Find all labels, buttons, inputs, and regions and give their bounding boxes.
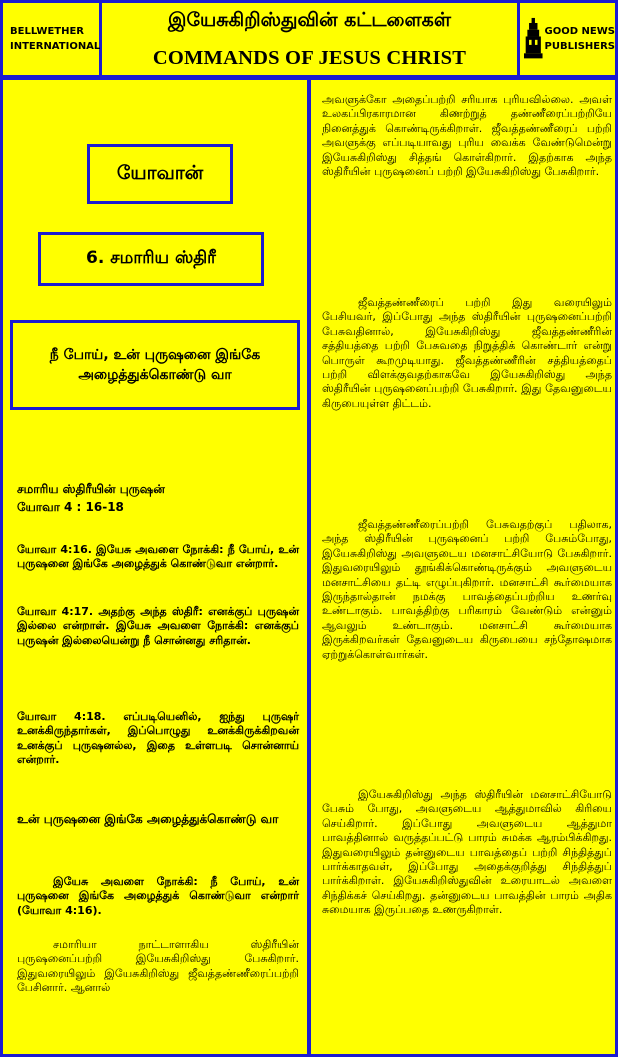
verse-4-16: யோவா 4:16. இயேசு அவளை நோக்கி: நீ போய், உன் புருஷனை இங்கே அழைத்துக் கொண்டுவா என்றார். xyxy=(17,543,299,571)
command-text: நீ போய், உன் புருஷனை இங்கே அழைத்துக்கொண்டு வா xyxy=(49,347,261,383)
bellwether-logo-line-1: BELLWETHER xyxy=(10,26,85,37)
verse-4-17: யோவா 4:17. அதற்கு அந்த ஸ்திரீ: எனக்குப் புருஷன் இல்லை என்றாள். இயேசு அவளை நோக்கி: எனக்குப் புருஷன் இல்லையென்று நீ சொன்னது சரிதான். xyxy=(17,605,299,647)
subheading: உன் புருஷனை இங்கே அழைத்துக்கொண்டு வா xyxy=(17,812,279,826)
command-box xyxy=(10,320,300,410)
right-paragraph-4: இயேசுகிறிஸ்து அந்த ஸ்திரீயின் மனசாட்சியோடு பேசும் போது, அவளுடைய ஆத்துமாவில் கிரியை செய்கிறார். இப்போது அவளுடைய ஆத்துமா பாவத்தினால் வருத்தப்பட்டு பாரம் சுமக்க ஆரம்பிக்கிறது. இதுவரையிலும் தன்னுடைய பாவத்தைப் பற்றி சிந்தித்துப் பார்க்காதவள், இப்போது அதைக்குறித்து சிந்தித்துப் பார்க்கிறாள். இயேசுகிறிஸ்துவின் உரையாடல் அவளை சிந்திக்கச் செய்கிறது. தன்னுடைய பாவத்தின் பாரம் அதிக சுமையாக இருப்பதை உணருகிறாள். xyxy=(322,788,612,917)
section-heading-2: யோவா 4 : 16-18 xyxy=(17,500,124,514)
good-news-logo-icon xyxy=(524,14,543,64)
verse-4-18: யோவா 4:18. எப்படியெனில், ஐந்து புருஷர் உனக்கிருந்தார்கள், இப்பொழுது உனக்கிருக்கிறவன் உனக்குப் புருஷனல்ல, இதை உள்ளபடி சொன்னாய் என்றார். xyxy=(17,710,299,767)
left-column xyxy=(3,80,307,1054)
right-paragraph-2: ஜீவத்தண்ணீரைப் பற்றி இது வரையிலும் பேசியவர், இப்போது அந்த ஸ்திரீயின் புருஷனைப்பற்றி பேசுவதினால், இயேசுகிறிஸ்து ஜீவத்தண்ணீரின் சத்தியத்தை பற்றி பேசுவதை நிறுத்திக் கொண்டார் என்று பொருள் கூறமுடியாது. ஜீவத்தண்ணீரின் சத்தியத்தைப் பற்றி விளக்குவதற்காகவே இயேசுகிறிஸ்து அந்த ஸ்திரீயின் புருஷனைப்பற்றி பேசுகிறார். இது தேவனுடைய கிருபையுள்ள திட்டம். xyxy=(322,296,612,410)
section-heading-1: சமாரிய ஸ்திரீயின் புருஷன் xyxy=(17,482,165,496)
book-title: யோவான் xyxy=(116,161,204,184)
left-paragraph-1: சமாரியா நாட்டாளாகிய ஸ்திரீயின் புருஷனைப்பற்றி இயேசுகிறிஸ்து பேசுகிறார். இதுவரையிலும் இயேசுகிறிஸ்து ஜீவத்தண்ணீரைப்பற்றி பேசினார். ஆனால் xyxy=(17,938,299,995)
right-paragraph-1: அவளுக்கோ அதைப்பற்றி சரியாக புரியவில்லை. அவள் உலகப்பிரகாரமான கிணற்றுத் தண்ணீரைப்பற்றியே நினைத்துக் கொண்டிருக்கிறாள். ஜீவத்தண்ணீரைப் பற்றி அவளுக்கு எப்படியாவது புரிய வைக்க வேண்டுமென்று இயேசுகிறிஸ்து சித்தங் கொள்கிறார். இதற்காக அந்த ஸ்திரீயின் புருஷனைப் பற்றி இயேசுகிறிஸ்து பேசுகிறார். xyxy=(322,93,612,179)
book-title-box xyxy=(87,144,233,204)
chapter-title: 6. சமாரிய ஸ்திரீ xyxy=(86,248,216,268)
title-tamil: இயேசுகிறிஸ்துவின் கட்டளைகள் xyxy=(168,9,451,31)
bellwether-logo-line-2: INTERNATIONAL xyxy=(10,41,101,52)
bellwether-logo-cell xyxy=(3,3,99,75)
chapter-title-box xyxy=(38,232,264,286)
good-news-logo-cell xyxy=(520,3,615,75)
header-title-cell xyxy=(102,3,517,75)
good-news-logo-line-2: PUBLISHERS xyxy=(544,41,615,52)
quote: இயேசு அவளை நோக்கி: நீ போய், உன் புருஷனை இங்கே அழைத்துக் கொண்டுவா என்றார் (யோவா 4:16). xyxy=(17,875,299,917)
good-news-logo-line-1: GOOD NEWS xyxy=(544,26,615,37)
right-paragraph-3: ஜீவத்தண்ணீரைப்பற்றி பேசுவதற்குப் பதிலாக, அந்த ஸ்திரீயின் புருஷனைப் பற்றி பேசும்போது, இயேசுகிறிஸ்து அவளுடைய மனசாட்சியோடு பேசுகிறார். இதுவரையிலும் தூங்கிக்கொண்டிருக்கும் அவளுடைய மனசாட்சியை தட்டி எழுப்புகிறார். மனசாட்சி கூர்மையாக இருந்தால்தான் நமக்கு பாவத்தைப்பற்றிய உணர்வு உண்டாகும். பாவத்திற்கு பரிகாரம் வேண்டும் என்னும் ஆவலும் உண்டாகும். மனசாட்சி கூர்மையாக இருக்கிறவர்கள் தேவனுடைய கிருபையை சந்தோஷமாக ஏற்றுக்கொள்வார்கள். xyxy=(322,518,612,661)
title-english: COMMANDS OF JESUS CHRIST xyxy=(152,47,467,69)
